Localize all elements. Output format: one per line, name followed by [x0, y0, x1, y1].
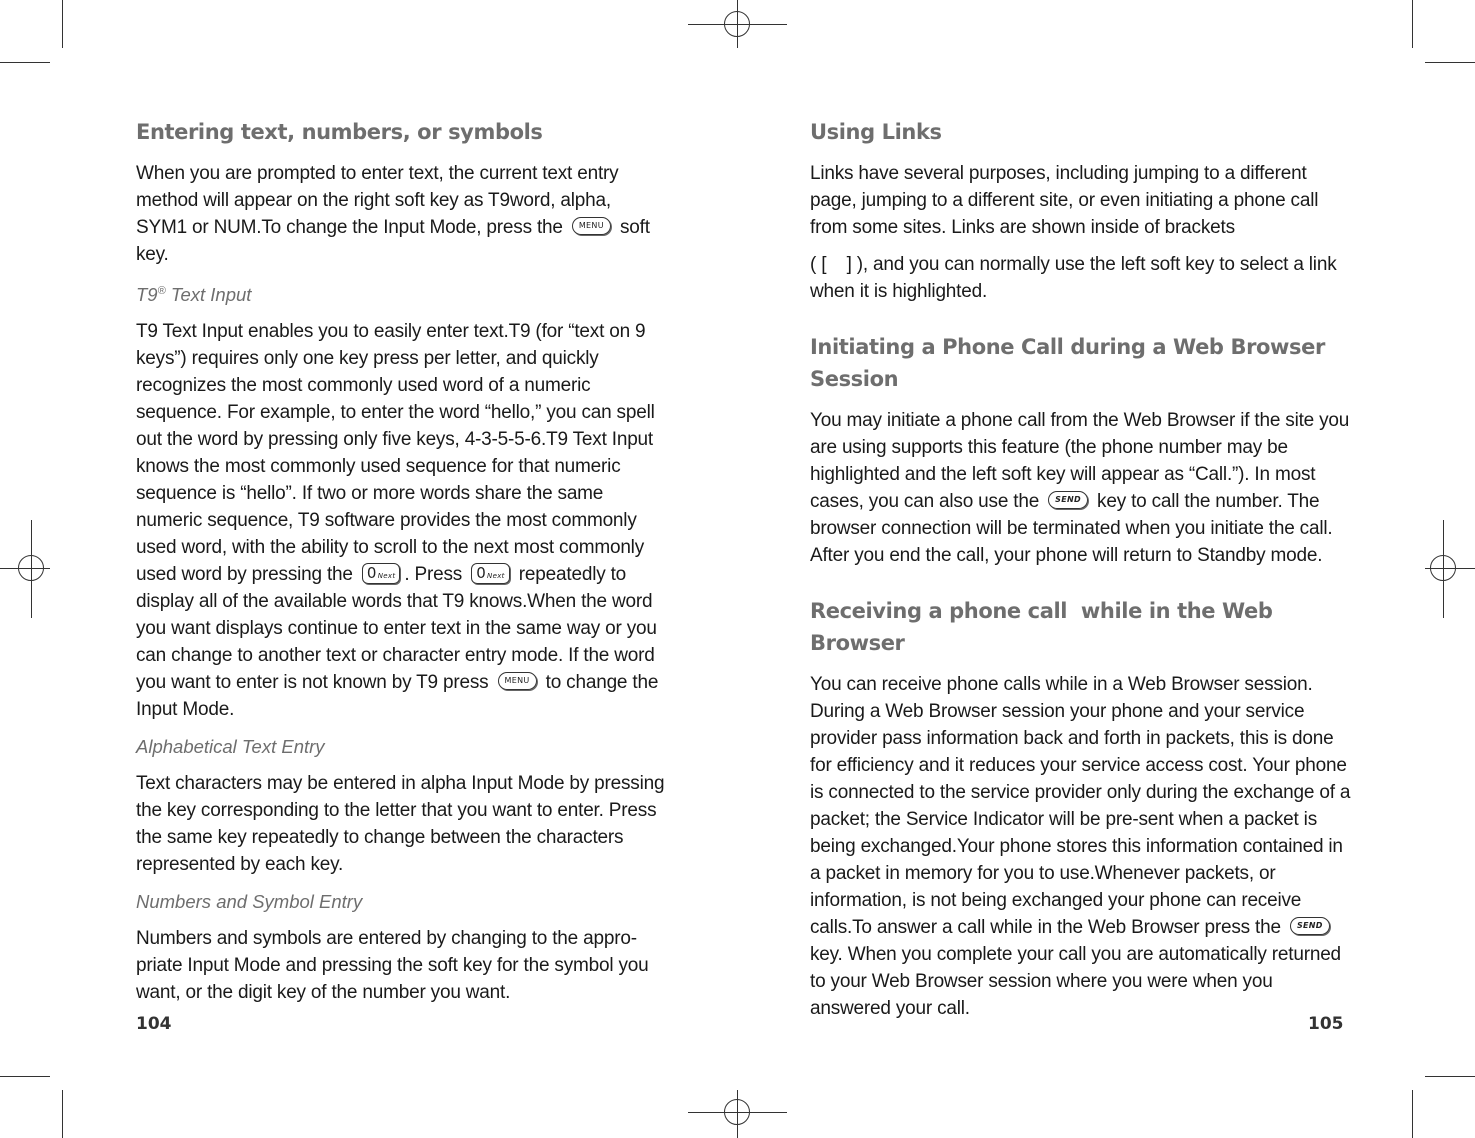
numbers-paragraph: Numbers and symbols are entered by changing to the appro-priate Input Mode and pressing the soft key for the symbol you want, or the digit key of the number you want.: [136, 928, 649, 1004]
crop-mark: [1425, 62, 1475, 63]
crop-mark: [1412, 1090, 1413, 1138]
right-page: [810, 116, 1355, 1032]
crop-mark: [62, 0, 63, 48]
zero-next-key-icon: 0Next: [471, 563, 509, 584]
section-title-using-links: Using Links: [810, 120, 942, 144]
zero-next-key-icon: 0Next: [362, 563, 400, 584]
crop-mark: [62, 1090, 63, 1138]
section-title-initiating-call: Initiating a Phone Call during a Web Browser Session: [810, 335, 1325, 391]
crop-mark: [1412, 0, 1413, 48]
t9-subheading: T9® Text Input: [136, 284, 252, 306]
send-key-icon: SEND: [1048, 491, 1088, 509]
receive-paragraph: You can receive phone calls while in a Web Browser session. During a Web Browser session your phone and your service provider pass information back and forth in packets, this is done for efficiency and it reduces your service access cost. Your phone is connected to the service provider only during the exchange of a packet; the Service Indicator will be pre-sent when a packet is being exchanged.Your phone stores this information contained in a packet in memory for you to use.Whenever packets, or information, is not being exchanged your phone can receive calls.To answer a call while in the Web Browser press the SEND key. When you complete your call you are automatically returned to your Web Browser session where you were when you answered your call.: [810, 674, 1351, 1019]
alpha-paragraph: Text characters may be entered in alpha Input Mode by pressing the key corresponding to the letter that you want to enter. Press the same key repeatedly to change between the characters represented by each key.: [136, 773, 665, 876]
menu-key-icon: MENU: [572, 217, 611, 235]
page-number-right: 105: [1308, 1014, 1344, 1034]
crop-mark: [0, 62, 50, 63]
numbers-subheading: Numbers and Symbol Entry: [136, 891, 363, 913]
section-title-receiving-call: Receiving a phone call while in the Web Browser: [810, 599, 1280, 655]
page-number-left: 104: [136, 1014, 172, 1034]
links-paragraph-2: ( [ ] ), and you can normally use the left soft key to select a link when it is highlighted.: [810, 254, 1342, 302]
alpha-subheading: Alphabetical Text Entry: [136, 736, 325, 758]
t9-paragraph: T9 Text Input enables you to easily enter text.T9 (for “text on 9 keys”) requires only one key press per letter, and quickly recognizes the most commonly used word of a numeric sequence. For example, to enter the word “hello,” you can spell out the word by pressing only five keys, 4-3-5-5-6.T9 Text Input knows the most commonly used sequence for that numeric sequence is “hello”. If two or more words share the same numeric sequence, T9 software provides the most commonly used word, with the ability to scroll to the next most commonly used word by pressing the 0Next . Press 0Next repeatedly to display all of the available words that T9 knows.When the word you want displays continue to enter text in the same way or you can change to another text or character entry mode. If the word you want to enter is not known by T9 press MENU to change the Input Mode.: [136, 321, 659, 721]
left-page: [136, 116, 666, 1016]
crop-mark: [0, 1076, 50, 1077]
send-key-icon: SEND: [1290, 917, 1330, 935]
crop-mark: [1425, 1076, 1475, 1077]
call-paragraph: You may initiate a phone call from the Web Browser if the site you are using supports this feature (the phone number may be highlighted and the left soft key will appear as “Call.”). In most cases, you can also use the SEND key to call the number. The browser connection will be terminated when you initiate the call. After you end the call, your phone will return to Standby mode.: [810, 410, 1350, 566]
intro-paragraph: When you are prompted to enter text, the current text entry method will appear on the right soft key as T9word, alpha, SYM1 or NUM.To change the Input Mode, press the MENU soft key.: [136, 163, 650, 265]
menu-key-icon: MENU: [498, 672, 537, 690]
links-paragraph-1: Links have several purposes, including jumping to a different page, jumping to a different site, or even initiating a phone call from some sites. Links are shown inside of brackets: [810, 163, 1319, 238]
section-title-entering-text: Entering text, numbers, or symbols: [136, 120, 543, 144]
